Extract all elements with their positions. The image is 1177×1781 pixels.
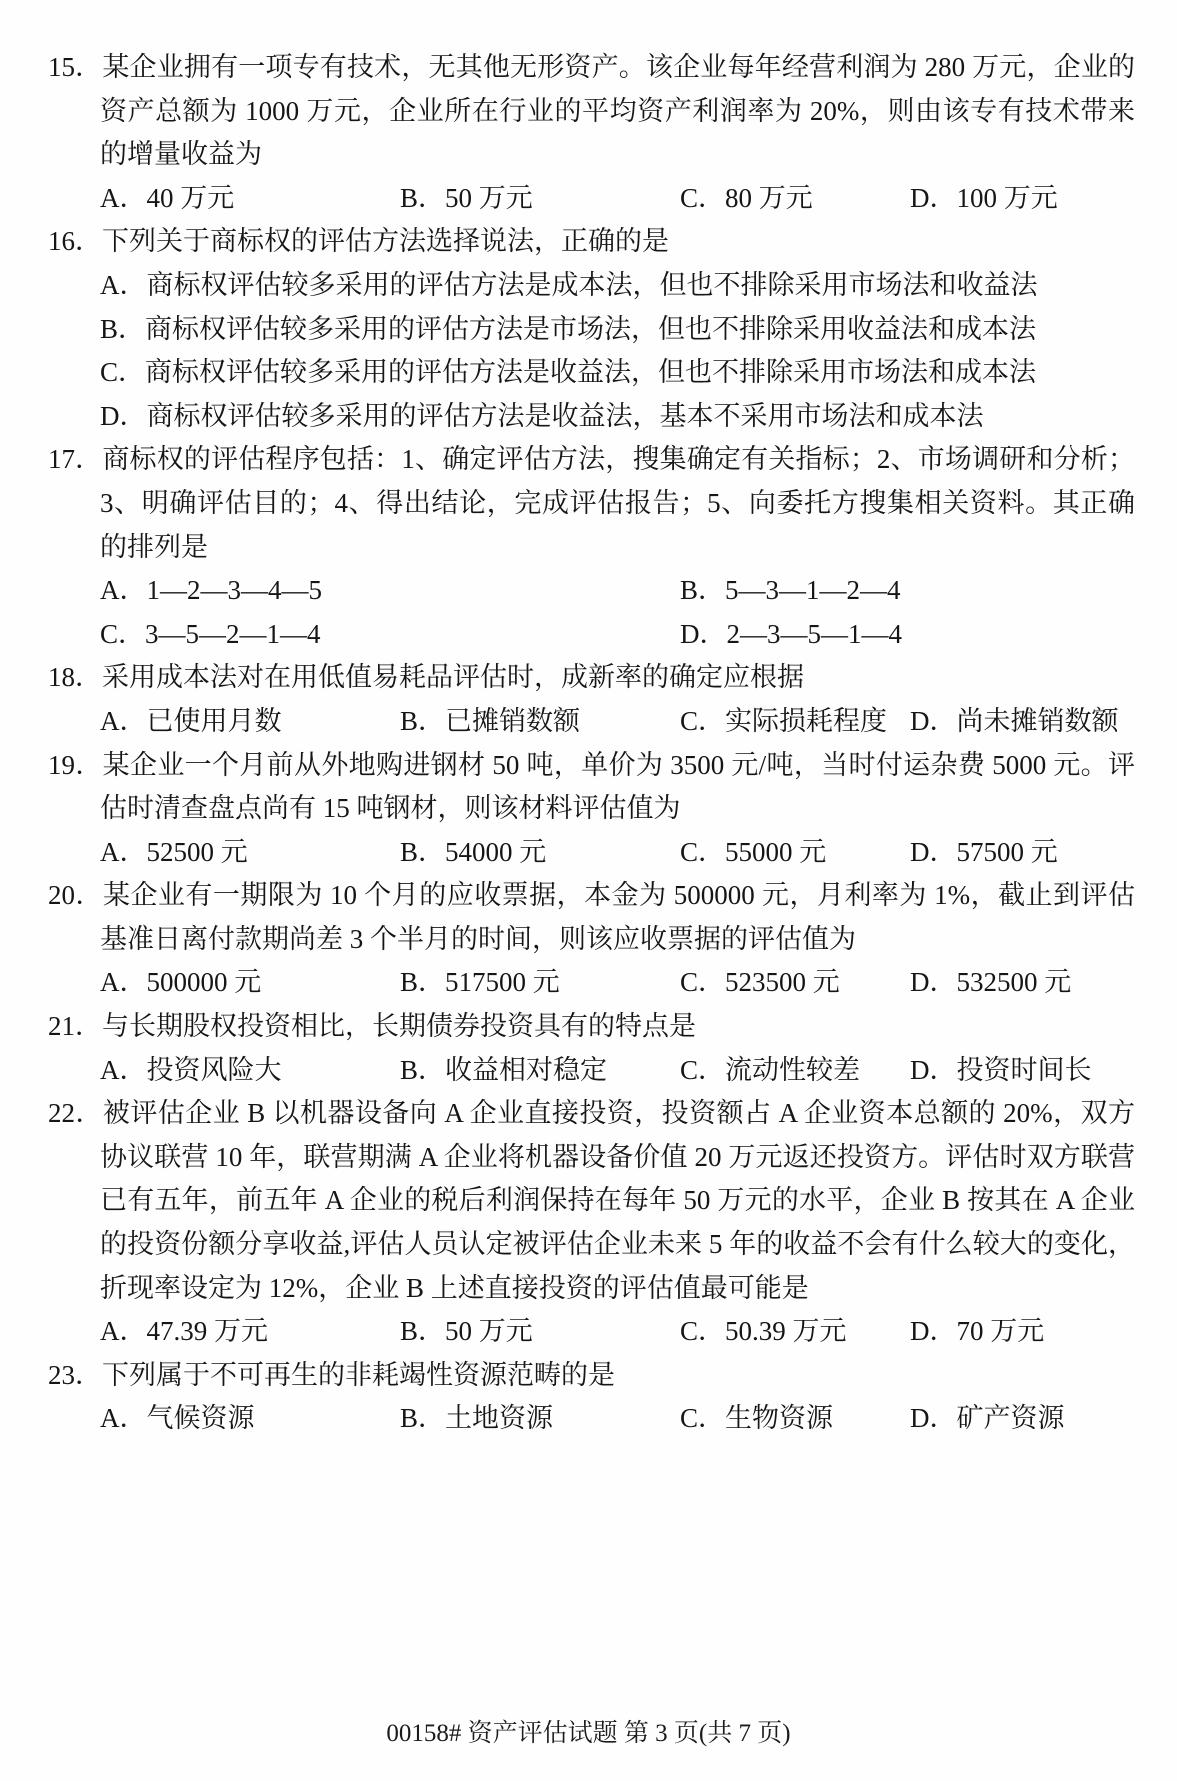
options-row	[0, 1310, 1177, 1354]
question-stem	[0, 438, 1177, 569]
options-row	[0, 961, 1177, 1005]
question-text: 被评估企业 B 以机器设备向 A 企业直接投资，投资额占 A 企业资本总额的 20%，双方协议联营 10 年，联营期满 A 企业将机器设备价值 20 万元返还投资方。评估时双方联营已有五年，前五年 A 企业的税后利润保持在每年 50 万元的水平，企业 B 按其在 A 企业的投资份额分享收益,评估人员认定被评估企业未来 5 年的收益不会有什么较大的变化，折现率设定为 12%，企业 B 上述直接投资的评估值最可能是	[100, 1098, 1135, 1303]
option: A．商标权评估较多采用的评估方法是成本法，但也不排除采用市场法和收益法	[100, 269, 1038, 300]
question-stem	[0, 46, 1177, 177]
option: D．投资时间长	[910, 1054, 1092, 1085]
option: C．商标权评估较多采用的评估方法是收益法，但也不排除采用市场法和成本法	[100, 357, 1037, 388]
options-row	[0, 700, 1177, 744]
option: C．55000 元	[680, 836, 827, 867]
options-row	[0, 613, 1177, 657]
option: D．矿产资源	[910, 1403, 1065, 1434]
option: C．80 万元	[680, 182, 813, 213]
options-row	[0, 569, 1177, 613]
option: D．532500 元	[910, 967, 1072, 998]
question-text: 某企业有一期限为 10 个月的应收票据，本金为 500000 元，月利率为 1%，截止到评估基准日离付款期尚差 3 个半月的时间，则该应收票据的评估值为	[100, 880, 1135, 954]
option: A．40 万元	[100, 182, 235, 213]
question-number: 17．	[48, 444, 103, 475]
option: C．3—5—2—1—4	[100, 618, 321, 649]
options-row	[0, 177, 1177, 221]
option: C．50.39 万元	[680, 1316, 847, 1347]
question-stem	[0, 220, 1177, 264]
option: D．57500 元	[910, 836, 1058, 867]
option: D．100 万元	[910, 182, 1058, 213]
options-row	[0, 395, 1177, 439]
option: B．517500 元	[400, 967, 560, 998]
page-footer: 00158# 资产评估试题 第 3 页(共 7 页)	[386, 1720, 791, 1747]
question-20	[0, 874, 1177, 1005]
question-stem	[0, 744, 1177, 831]
question-number: 19．	[48, 749, 103, 780]
options-row	[0, 831, 1177, 875]
option: C．流动性较差	[680, 1054, 861, 1085]
options-row	[0, 351, 1177, 395]
option: C．523500 元	[680, 967, 840, 998]
option: B．5—3—1—2—4	[680, 575, 901, 606]
option: A．500000 元	[100, 967, 262, 998]
question-stem	[0, 874, 1177, 961]
option: A．已使用月数	[100, 705, 282, 736]
option: A．投资风险大	[100, 1054, 282, 1085]
question-18	[0, 656, 1177, 743]
options-row	[0, 1049, 1177, 1093]
option: D．商标权评估较多采用的评估方法是收益法，基本不采用市场法和成本法	[100, 400, 984, 431]
question-17	[0, 438, 1177, 656]
option: B．商标权评估较多采用的评估方法是市场法，但也不排除采用收益法和成本法	[100, 313, 1037, 344]
question-text: 商标权的评估程序包括：1、确定评估方法，搜集确定有关指标；2、市场调研和分析；3、明确评估目的；4、得出结论，完成评估报告；5、向委托方搜集相关资料。其正确的排列是	[100, 444, 1135, 562]
question-number: 22．	[48, 1098, 103, 1129]
question-22	[0, 1092, 1177, 1354]
question-stem	[0, 656, 1177, 700]
question-text: 采用成本法对在用低值易耗品评估时，成新率的确定应根据	[102, 662, 804, 693]
question-number: 15．	[48, 52, 103, 82]
question-16	[0, 220, 1177, 438]
options-row	[0, 264, 1177, 308]
question-text: 某企业拥有一项专有技术，无其他无形资产。该企业每年经营利润为 280 万元，企业的资产总额为 1000 万元，企业所在行业的平均资产利润率为 20%，则由该专有技术带来的增量收益为	[100, 52, 1135, 170]
option: B．50 万元	[400, 182, 533, 213]
question-text: 下列属于不可再生的非耗竭性资源范畴的是	[102, 1359, 615, 1390]
question-text: 某企业一个月前从外地购进钢材 50 吨，单价为 3500 元/吨，当时付运杂费 5000 元。评估时清查盘点尚有 15 吨钢材，则该材料评估值为	[100, 749, 1135, 824]
question-number: 18．	[48, 662, 102, 693]
question-text: 下列关于商标权的评估方法选择说法，正确的是	[102, 226, 669, 257]
option: A．气候资源	[100, 1403, 255, 1434]
option: C．实际损耗程度	[680, 705, 888, 736]
question-text: 与长期股权投资相比，长期债券投资具有的特点是	[102, 1011, 696, 1042]
question-number: 20．	[48, 880, 103, 911]
option: B．50 万元	[400, 1316, 533, 1347]
question-19	[0, 744, 1177, 875]
options-row	[0, 1397, 1177, 1441]
option: A．1—2—3—4—5	[100, 575, 322, 606]
option: D．尚未摊销数额	[910, 705, 1119, 736]
question-stem	[0, 1354, 1177, 1398]
option: B．土地资源	[400, 1403, 554, 1434]
option: B．54000 元	[400, 836, 547, 867]
question-15	[0, 46, 1177, 220]
question-stem	[0, 1005, 1177, 1049]
option: C．生物资源	[680, 1403, 834, 1434]
option: B．收益相对稳定	[400, 1054, 608, 1085]
question-number: 21．	[48, 1011, 102, 1042]
question-number: 16．	[48, 226, 102, 257]
option: A．52500 元	[100, 836, 248, 867]
question-23	[0, 1354, 1177, 1441]
option: D．2—3—5—1—4	[680, 618, 902, 649]
option: D．70 万元	[910, 1316, 1045, 1347]
options-row	[0, 308, 1177, 352]
question-number: 23．	[48, 1359, 102, 1390]
question-stem	[0, 1092, 1177, 1310]
question-21	[0, 1005, 1177, 1092]
option: B．已摊销数额	[400, 705, 581, 736]
option: A．47.39 万元	[100, 1316, 268, 1347]
